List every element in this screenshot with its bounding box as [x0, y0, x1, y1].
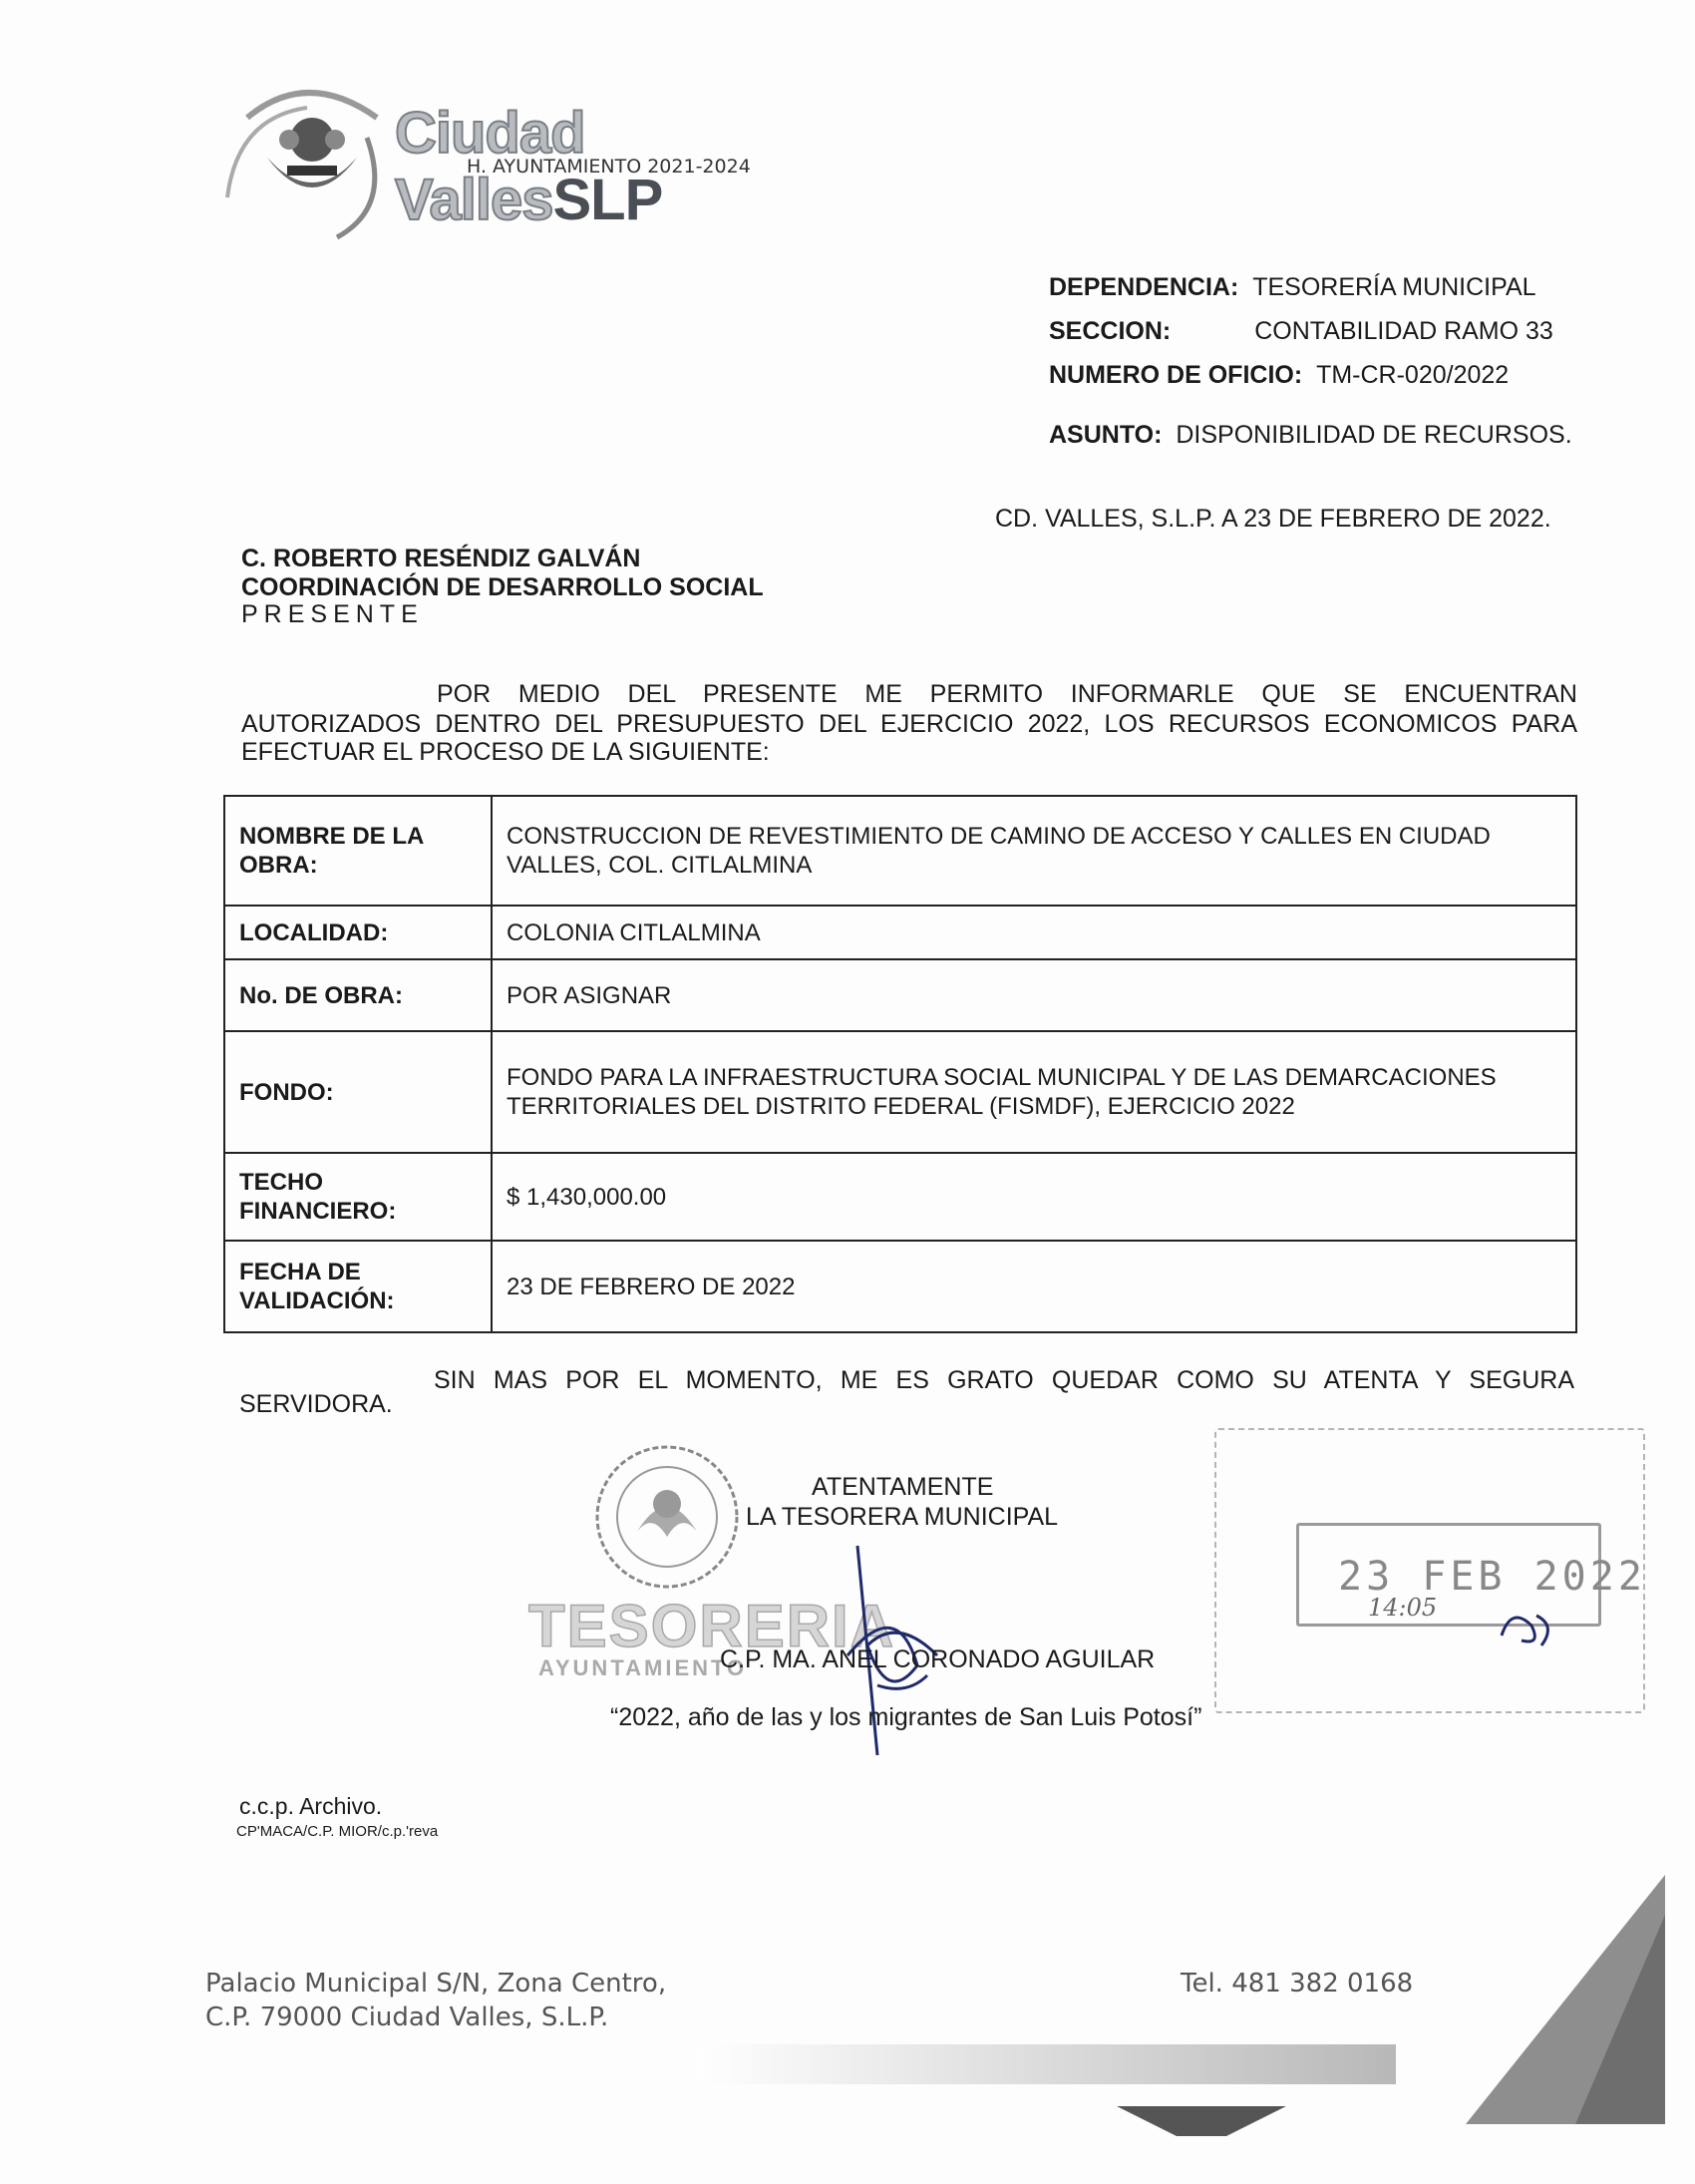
footer-address-line-1: Palacio Municipal S/N, Zona Centro,: [205, 1969, 667, 1999]
asunto-value: DISPONIBILIDAD DE RECURSOS.: [1176, 421, 1572, 449]
date-line: CD. VALLES, S.L.P. A 23 DE FEBRERO DE 2022.: [995, 505, 1551, 533]
city-emblem-icon: [217, 78, 397, 247]
dependencia-label: DEPENDENCIA:: [1049, 273, 1239, 301]
header-block: [1049, 265, 1572, 457]
ayuntamiento-stamp: AYUNTAMIENTO: [538, 1655, 748, 1680]
table-row: [224, 796, 1576, 906]
table-label: FONDO:: [224, 1031, 492, 1153]
seccion-value: CONTABILIDAD RAMO 33: [1254, 317, 1553, 345]
table-label: TECHO FINANCIERO:: [224, 1153, 492, 1241]
table-label: NOMBRE DE LA OBRA:: [224, 796, 492, 906]
seccion-label: SECCION:: [1049, 317, 1172, 345]
presente: PRESENTE: [241, 600, 424, 628]
signer-role: LA TESORERA MUNICIPAL: [746, 1503, 1059, 1531]
slogan: “2022, año de las y los migrantes de San Luis Potosí”: [610, 1703, 1202, 1731]
closing-line-1: SIN MAS POR EL MOMENTO, ME ES GRATO QUEDAR COMO SU ATENTA Y SEGURA: [434, 1366, 1574, 1394]
table-value: FONDO PARA LA INFRAESTRUCTURA SOCIAL MUNICIPAL Y DE LAS DEMARCACIONES TERRITORIALES DEL DISTRITO FEDERAL (FISMDF), EJERCICIO 2022: [492, 1031, 1576, 1153]
table-value: POR ASIGNAR: [492, 959, 1576, 1031]
city-logo: [217, 78, 836, 247]
table-row: [224, 959, 1576, 1031]
table-row: [224, 1031, 1576, 1153]
table-label: No. DE OBRA:: [224, 959, 492, 1031]
addressee-block: [241, 545, 764, 602]
initials-icon: [1492, 1596, 1561, 1655]
footer-phone: Tel. 481 382 0168: [1181, 1969, 1414, 1999]
signer-name: C.P. MA. ANEL CORONADO AGUILAR: [720, 1645, 1156, 1673]
table-row: [224, 1241, 1576, 1332]
oficio-label: NUMERO DE OFICIO:: [1049, 361, 1303, 389]
logo-subtitle: H. AYUNTAMIENTO 2021-2024: [467, 156, 751, 178]
body-line-3: EFECTUAR EL PROCESO DE LA SIGUIENTE:: [241, 738, 770, 766]
official-seal-icon: [592, 1442, 742, 1592]
addressee-dept: COORDINACIÓN DE DESARROLLO SOCIAL: [241, 573, 764, 601]
table-value: $ 1,430,000.00: [492, 1153, 1576, 1241]
closing-line-2: SERVIDORA.: [239, 1390, 393, 1418]
table-value: COLONIA CITLALMINA: [492, 906, 1576, 959]
tesoreria-stamp: TESORERIA: [528, 1593, 896, 1659]
logo-title: Ciudad VallesSLP: [395, 101, 663, 232]
works-table: [223, 795, 1577, 1333]
table-row: [224, 906, 1576, 959]
received-stamp-date: 23 FEB 2022: [1338, 1554, 1646, 1600]
table-label: LOCALIDAD:: [224, 906, 492, 959]
dependencia-value: TESORERÍA MUNICIPAL: [1252, 273, 1536, 301]
body-line-1: POR MEDIO DEL PRESENTE ME PERMITO INFORMARLE QUE SE ENCUENTRAN: [437, 680, 1577, 708]
cc-archivo: c.c.p. Archivo.: [239, 1793, 383, 1819]
table-row: [224, 1153, 1576, 1241]
footer-decoration: [0, 1875, 1695, 2184]
table-value: 23 DE FEBRERO DE 2022: [492, 1241, 1576, 1332]
oficio-value: TM-CR-020/2022: [1316, 361, 1510, 389]
body-line-2: AUTORIZADOS DENTRO DEL PRESUPUESTO DEL EJERCICIO 2022, LOS RECURSOS ECONOMICOS PARA: [241, 710, 1577, 738]
table-value: CONSTRUCCION DE REVESTIMIENTO DE CAMINO DE ACCESO Y CALLES EN CIUDAD VALLES, COL. CITLALMINA: [492, 796, 1576, 906]
footer-address-line-2: C.P. 79000 Ciudad Valles, S.L.P.: [205, 2002, 609, 2032]
atentamente: ATENTAMENTE: [812, 1473, 994, 1501]
cc-initials: CP'MACA/C.P. MIOR/c.p.'reva: [236, 1823, 439, 1840]
table-label: FECHA DE VALIDACIÓN:: [224, 1241, 492, 1332]
asunto-label: ASUNTO:: [1049, 421, 1163, 449]
received-stamp-time: 14:05: [1368, 1594, 1438, 1622]
addressee-name: C. ROBERTO RESÉNDIZ GALVÁN: [241, 545, 641, 572]
